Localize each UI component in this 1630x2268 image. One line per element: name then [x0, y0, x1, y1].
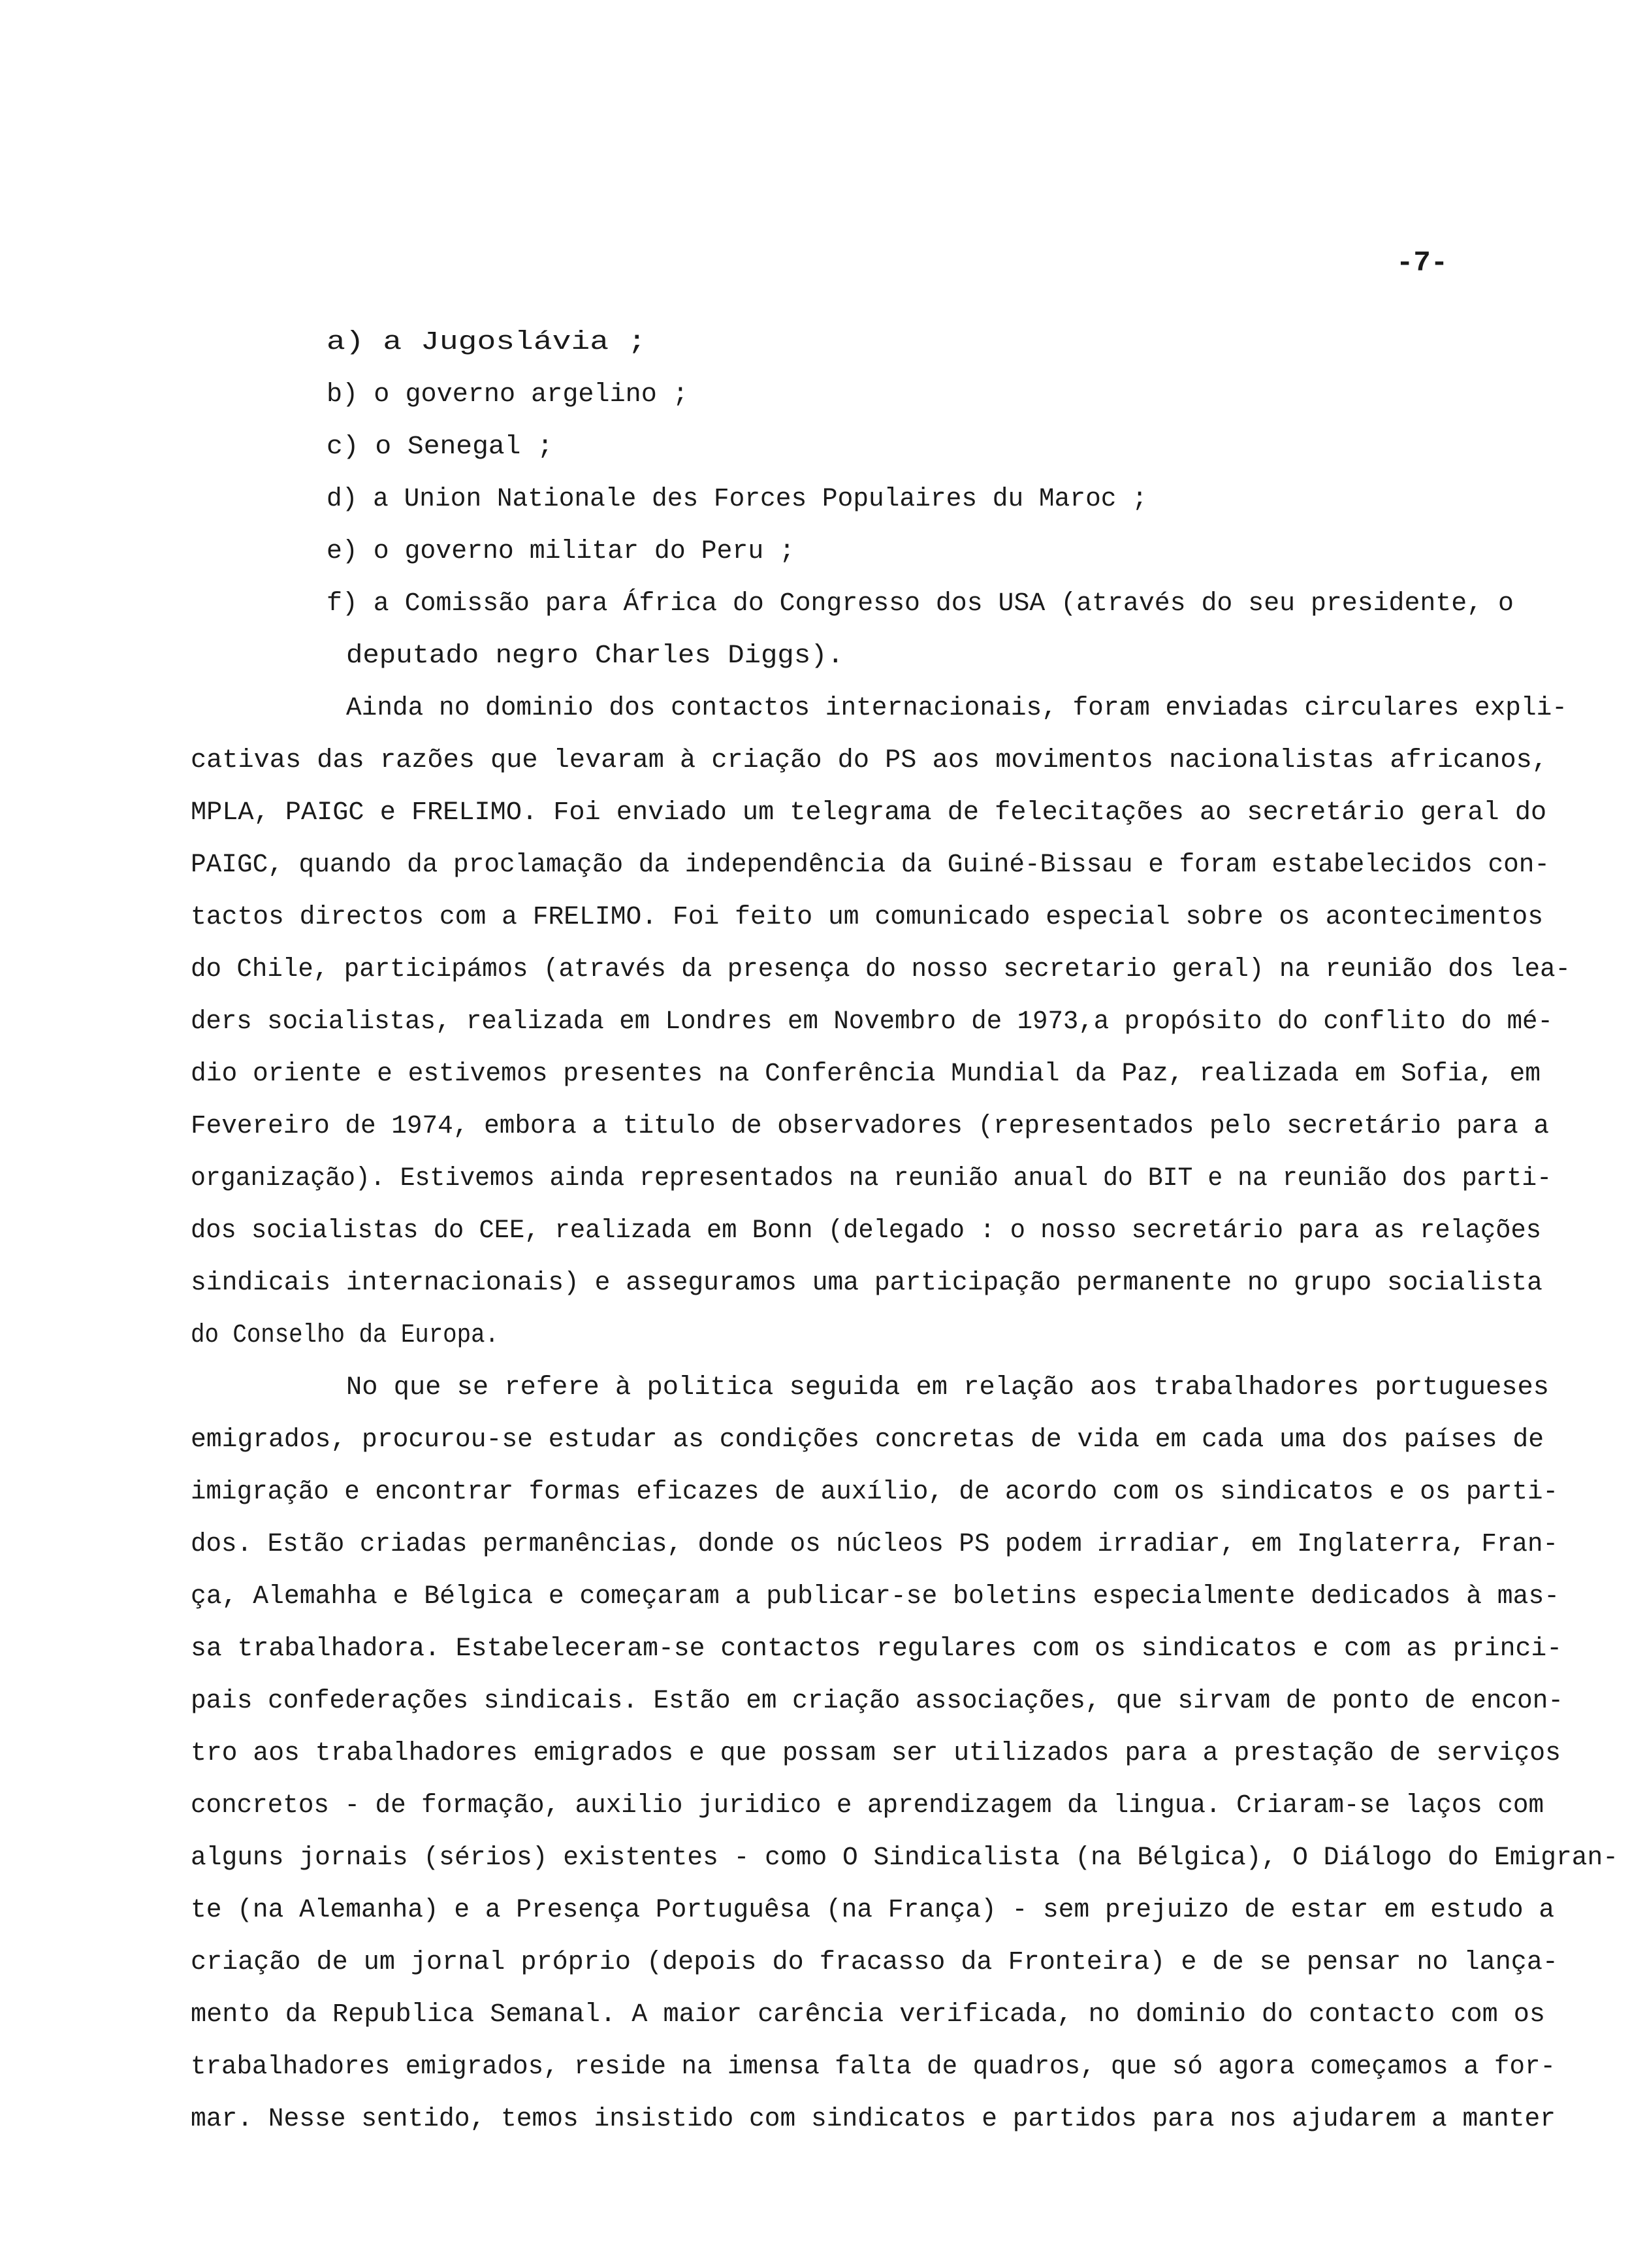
text-line: d) a Union Nationale des Forces Populaires du Maroc ;: [327, 485, 1147, 514]
text-line: sindicais internacionais) e asseguramos uma participação permanente no grupo socialista: [191, 1269, 1542, 1298]
text-line: alguns jornais (sérios) existentes - como O Sindicalista (na Bélgica), O Diálogo do Emigran-: [191, 1843, 1619, 1873]
text-line: do Chile, participámos (através da presença do nosso secretario geral) na reunião dos lea-: [191, 955, 1571, 984]
text-line: organização). Estivemos ainda representados na reunião anual do BIT e na reunião dos parti-: [191, 1164, 1552, 1193]
text-line: mar. Nesse sentido, temos insistido com sindicatos e partidos para nos ajudarem a manter: [191, 2105, 1556, 2134]
text-line: dos. Estão criadas permanências, donde os núcleos PS podem irradiar, em Inglaterra, Fran-: [191, 1530, 1559, 1559]
page-number: -7-: [1396, 247, 1448, 280]
text-line: MPLA, PAIGC e FRELIMO. Foi enviado um telegrama de felecitações ao secretário geral do: [191, 798, 1547, 828]
text-line: te (na Alemanha) e a Presença Portuguêsa (na França) - sem prejuizo de estar em estudo a: [191, 1896, 1555, 1925]
text-line: concretos - de formação, auxilio juridico e aprendizagem da lingua. Criaram-se laços com: [191, 1791, 1544, 1821]
text-line: tro aos trabalhadores emigrados e que possam ser utilizados para a prestação de serviços: [191, 1739, 1561, 1768]
text-line: dio oriente e estivemos presentes na Conferência Mundial da Paz, realizada em Sofia, em: [191, 1060, 1541, 1089]
text-line: ders socialistas, realizada em Londres em Novembro de 1973,a propósito do conflito do mé-: [191, 1007, 1553, 1037]
text-line: dos socialistas do CEE, realizada em Bonn (delegado : o nosso secretário para as relações: [191, 1216, 1541, 1246]
text-line: a) a Jugoslávia ;: [327, 328, 647, 357]
text-line: PAIGC, quando da proclamação da independência da Guiné-Bissau e foram estabelecidos con-: [191, 850, 1550, 880]
text-line: c) o Senegal ;: [327, 432, 554, 462]
text-line: trabalhadores emigrados, reside na imensa falta de quadros, que só agora começamos a for-: [191, 2052, 1556, 2082]
text-line: No que se refere à politica seguida em relação aos trabalhadores portugueses: [346, 1373, 1549, 1402]
text-line: do Conselho da Europa.: [191, 1321, 500, 1350]
text-line: pais confederações sindicais. Estão em criação associações, que sirvam de ponto de encon-: [191, 1687, 1563, 1716]
text-line: f) a Comissão para África do Congresso dos USA (através do seu presidente, o: [327, 589, 1514, 619]
text-line: cativas das razões que levaram à criação do PS aos movimentos nacionalistas africanos,: [191, 746, 1548, 775]
text-line: e) o governo militar do Peru ;: [327, 537, 795, 566]
text-line: Fevereiro de 1974, embora a titulo de observadores (representados pelo secretário para a: [191, 1112, 1550, 1141]
text-line: sa trabalhadora. Estabeleceram-se contactos regulares com os sindicatos e com as princi-: [191, 1634, 1563, 1664]
text-line: deputado negro Charles Diggs).: [346, 641, 844, 671]
text-line: emigrados, procurou-se estudar as condições concretas de vida em cada uma dos países de: [191, 1425, 1544, 1455]
text-line: b) o governo argelino ;: [327, 380, 689, 410]
text-line: criação de um jornal próprio (depois do fracasso da Fronteira) e de se pensar no lança-: [191, 1948, 1558, 1977]
text-line: imigração e encontrar formas eficazes de auxílio, de acordo com os sindicatos e os parti-: [191, 1478, 1559, 1507]
text-line: tactos directos com a FRELIMO. Foi feito um comunicado especial sobre os acontecimentos: [191, 903, 1544, 932]
text-line: Ainda no dominio dos contactos internacionais, foram enviadas circulares expli-: [346, 694, 1567, 723]
text-line: mento da Republica Semanal. A maior carência verificada, no dominio do contacto com os: [191, 2000, 1546, 2030]
text-line: ça, Alemahha e Bélgica e começaram a publicar-se boletins especialmente dedicados à mas-: [191, 1582, 1560, 1612]
